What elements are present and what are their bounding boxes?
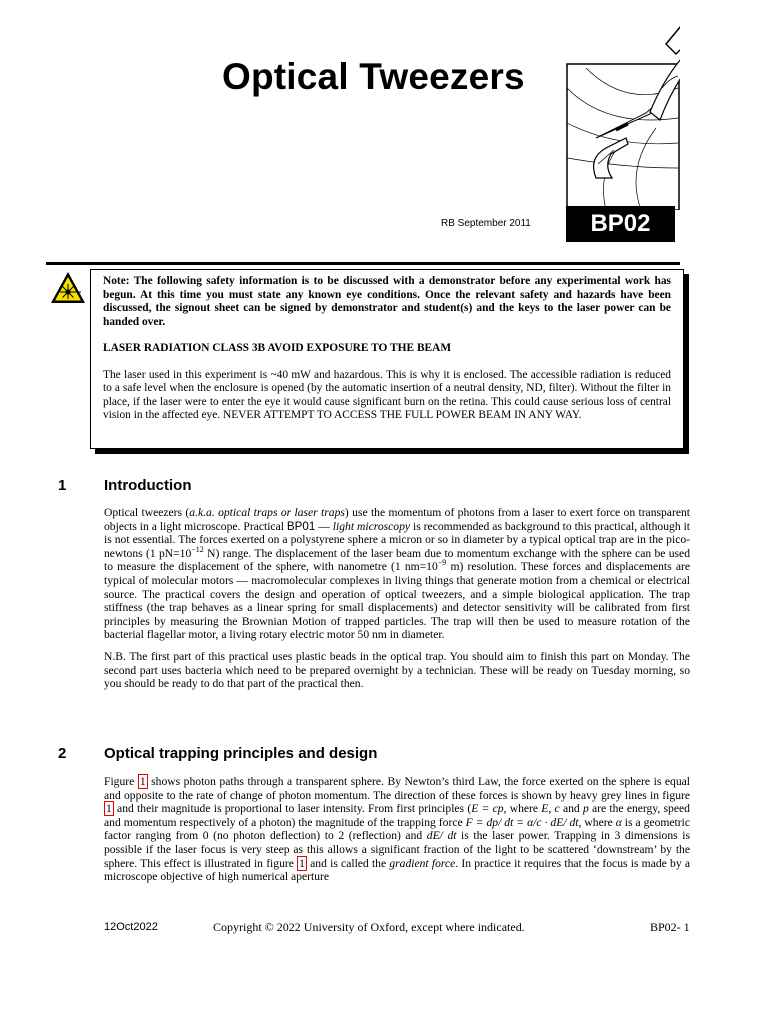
intro-paragraph-1: Optical tweezers (a.k.a. optical traps or laser traps) use the momentum of photons from a laser to exert force on transparent objects in a light microscope. Practical BP01 — light microscopy is recommended as background to this practical, although it is not essential. The forces exerted on a polystyrene sphere a micron or so in diameter by a typical optical trap are in the pico-newtons (1 $pN=10^{-12}$ N) range. The displacement of the laser beam due to momentum exchange with the sphere can be used to measure the displacement of the sphere, with nanometre (1 $nm=10^{-9}$ m) resolution. These forces and displacements are typical of molecular motors — macromolecular complexes in living things that generate motion from a chemical or electrical source. The practical covers the design and operation of optical tweezers, and a simple biological application. The trap stiffness (the trap behaves as a linear spring for small displacements) and detector sensitivity will be calibrated from first principles by measuring the Brownian Motion of trapped particles. The trap will then be used to measure rotation of the bacterial flagellar motor, a living rotary electric motor 50 nm in diameter. [104,506,691,642]
intro-paragraph-2: N.B. The first part of this practical uses plastic beads in the optical trap. You should aim to finish this part on Monday. The second part uses bacteria which need to be prepared overnight by a technician. These will be ready on Tuesday morning, so you should be ready to do that part of the practical then. [104,649,690,691]
figure-link[interactable]: 1 [299,856,305,870]
header-rule [46,262,680,265]
footer-copyright: Copyright © 2022 University of Oxford, except where indicated. [213,920,525,934]
figure-link[interactable]: 1 [106,802,112,816]
footer-date: 12Oct2022 [104,921,158,933]
principles-paragraph: Figure 1 shows photon paths through a transparent sphere. By Newton’s third Law, the force exerted on the sphere is equal and opposite to the rate of change of photon momentum. The direction of these forces is shown by heavy grey lines in figure 1 and their magnitude is proportional to laser intensity. From first principles (E = cp, where E, c and p are the energy, speed and momentum respectively of a photon) the magnitude of the trapping force F = dp/ dt = α/c · dE/ dt, where α is a geometric factor ranging from 0 (no photon deflection) to 2 (reflection) and dE/ dt is the laser power. Trapping in 3 dimensions is possible if the laser focus is very steep as this allows a significant fraction of the light to be scattered ‘downstream’ by the sphere. This effect is illustrated in figure 1 and is called the gradient force. In practice it requires that the focus is made by a microscope objective of high numerical aperture [104,775,690,884]
laser-warning-heading: LASER RADIATION CLASS 3B AVOID EXPOSURE TO THE BEAM [103,342,452,354]
practical-code-badge: BP02 [566,206,675,242]
date-line: RB September 2011 [441,218,531,229]
laser-hazard-text: The laser used in this experiment is ~40 mW and hazardous. This is why it is enclosed. The accessible radiation is reduced to a safe level when the enclosure is opened (by the automatic insertion of a neutral density, ND, filter). Without the filter in place, if the laser were to enter the eye it would cause significant burn on the retina. This could cause serious loss of central vision in the affected eye. NEVER ATTEMPT TO ACCESS THE FULL POWER BEAM IN ANY WAY. [103,368,671,421]
section-heading: Optical trapping principles and design [104,745,378,762]
laser-warning-icon [50,271,86,304]
section-number: 2 [58,745,67,762]
safety-note-box [90,269,684,449]
tweezers-illustration [566,18,680,210]
figure-link[interactable]: 1 [139,775,146,788]
section-heading: Introduction [104,477,192,494]
footer-page-number: BP02- 1 [650,920,690,934]
intro-text [104,506,690,691]
safety-note-text: Note: The following safety information is to be discussed with a demonstrator before any experimental work has begun. At this time you must state any known eye conditions. Once the relevant safety and hazards have been discussed, the signout sheet can be signed by demonstrator and student(s) and the keys to the laser power can be handed over. [103,275,671,328]
page-title: Optical Tweezers [222,56,525,97]
section-number: 1 [58,477,67,494]
principles-text [104,775,690,884]
